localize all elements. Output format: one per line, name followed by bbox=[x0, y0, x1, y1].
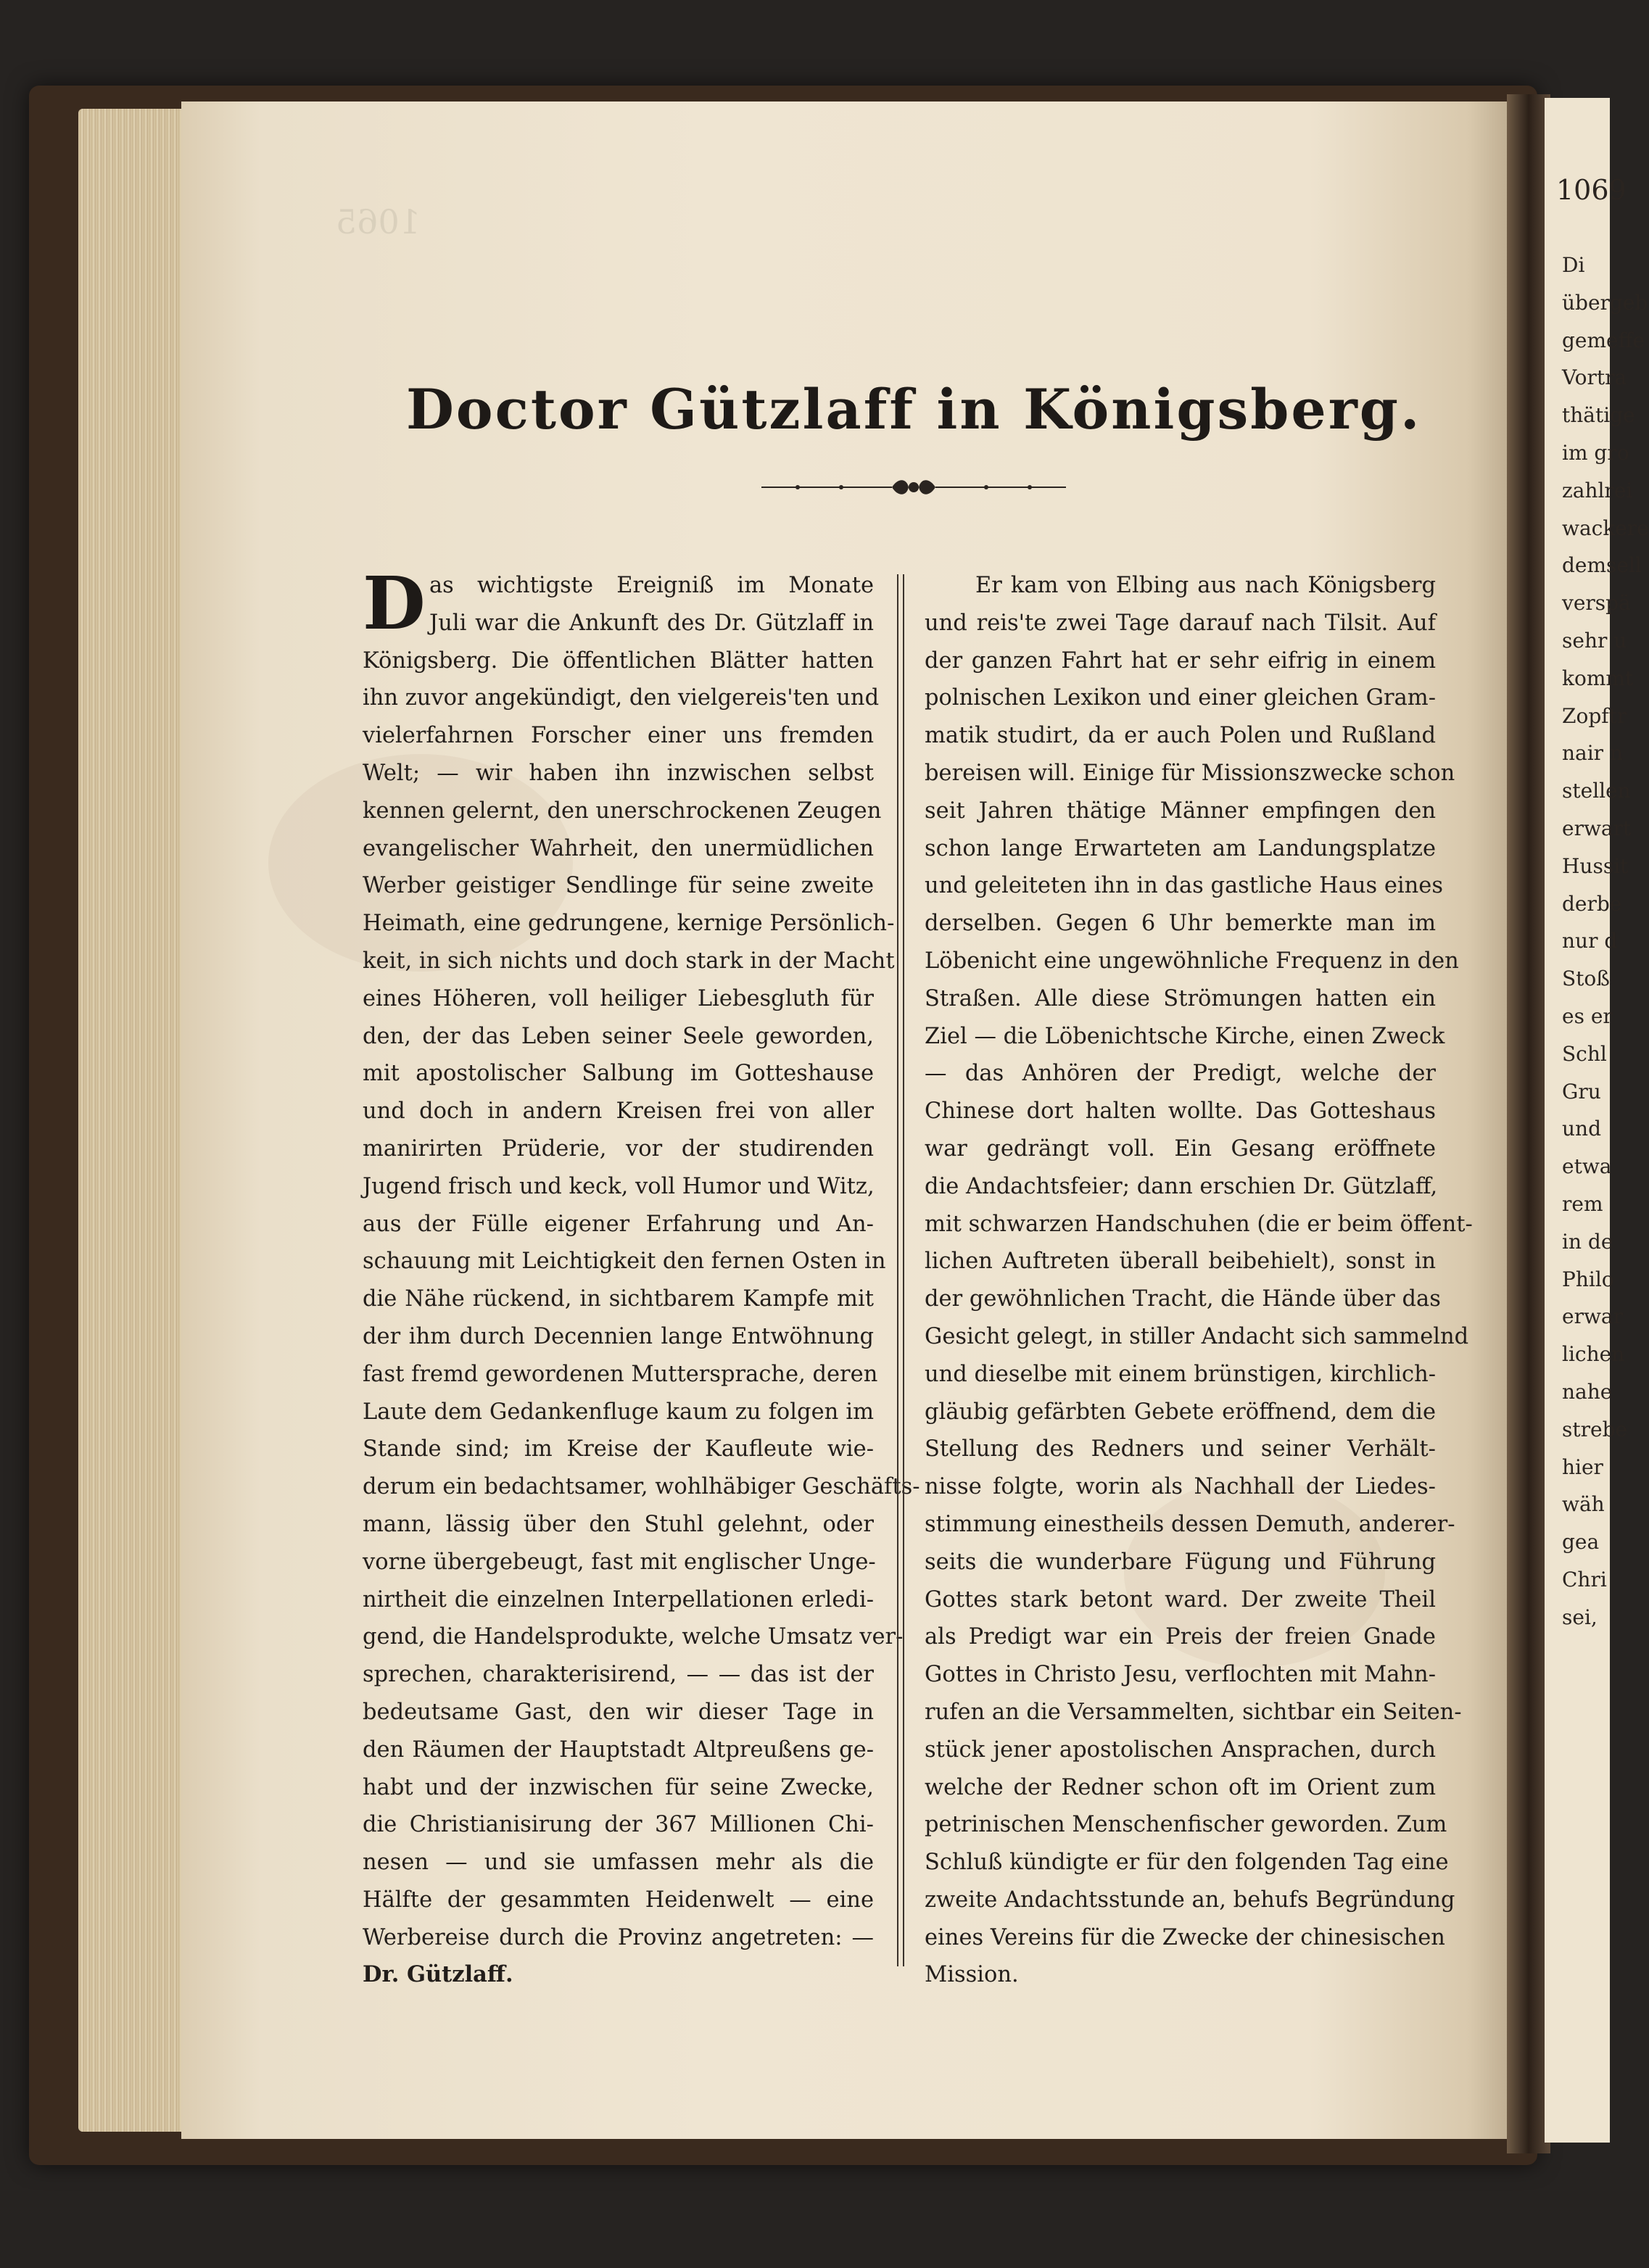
text-line: bedeutsame Gast, den wir dieser Tage in bbox=[363, 1699, 874, 1725]
text-line: evangelischer Wahrheit, den unermüdlichen bbox=[363, 835, 874, 861]
text-line: polnischen Lexikon und einer gleichen Gram- bbox=[925, 685, 1436, 711]
text-line-fragment: wäh bbox=[1562, 1492, 1605, 1517]
text-line: als Predigt war ein Preis der freien Gnade bbox=[925, 1624, 1436, 1650]
text-line-fragment: rem bbox=[1562, 1191, 1603, 1216]
drop-cap: D bbox=[363, 560, 426, 646]
text-line: kennen gelernt, den unerschrockenen Zeugen bbox=[363, 798, 882, 824]
text-line-fragment: wackere bbox=[1562, 516, 1649, 540]
text-line: die Christianisirung der 367 Millionen Chi- bbox=[363, 1812, 874, 1838]
text-line: aus der Fülle eigener Erfahrung und An- bbox=[363, 1211, 874, 1237]
right-page-line-starts bbox=[1562, 247, 1649, 1636]
text-line-fragment: thätige bbox=[1562, 403, 1635, 428]
article-title: Doctor Gützlaff in Königsberg. bbox=[406, 377, 1422, 442]
text-line: Juli war die Ankunft des Dr. Gützlaff in bbox=[429, 610, 874, 636]
text-line-fragment: lichen bbox=[1562, 1342, 1625, 1367]
text-line-fragment: hier bbox=[1562, 1454, 1603, 1479]
text-line-fragment: derbe bbox=[1562, 891, 1622, 916]
text-line: nirtheit die einzelnen Interpellationen erledi- bbox=[363, 1586, 874, 1613]
text-line-fragment: etwa bbox=[1562, 1154, 1612, 1179]
text-line: Werbereise durch die Provinz angetreten: — bbox=[363, 1924, 874, 1950]
text-line: schon lange Erwarteten am Landungsplatze bbox=[925, 835, 1436, 861]
text-line: war gedrängt voll. Ein Gesang eröffnete bbox=[925, 1135, 1436, 1162]
right-page-fragment bbox=[1545, 98, 1649, 2143]
text-line: seits die wunderbare Fügung und Führung bbox=[925, 1549, 1436, 1575]
text-line: Jugend frisch und keck, voll Humor und Witz, bbox=[363, 1173, 875, 1199]
text-line: nisse folgte, worin als Nachhall der Liedes- bbox=[925, 1474, 1436, 1500]
text-line: der ganzen Fahrt hat er sehr eifrig in einem bbox=[925, 647, 1436, 674]
text-line: fast fremd gewordenen Muttersprache, deren bbox=[363, 1361, 878, 1387]
text-line: rufen an die Versammelten, sichtbar ein Seiten- bbox=[925, 1699, 1462, 1725]
text-line-fragment: Zopftr bbox=[1562, 703, 1627, 728]
text-line: der ihm durch Decennien lange Entwöhnung bbox=[363, 1323, 874, 1349]
text-line: matik studirt, da er auch Polen und Rußland bbox=[925, 723, 1436, 749]
text-line-fragment: Stoß bbox=[1562, 967, 1610, 991]
text-line-fragment: sei, bbox=[1562, 1605, 1598, 1629]
text-line: mit schwarzen Handschuhen (die er beim öffent- bbox=[925, 1211, 1473, 1237]
text-line: den Räumen der Hauptstadt Altpreußens ge- bbox=[363, 1737, 874, 1763]
text-line: Er kam von Elbing aus nach Königsberg bbox=[975, 573, 1436, 598]
text-line-fragment: erwar bbox=[1562, 1304, 1623, 1329]
text-line-fragment: strebe bbox=[1562, 1417, 1628, 1441]
text-line-fragment: Gru bbox=[1562, 1079, 1601, 1104]
text-line-fragment: Hussit bbox=[1562, 853, 1629, 878]
text-line: der gewöhnlichen Tracht, die Hände über das bbox=[925, 1286, 1441, 1312]
text-line: habt und der inzwischen für seine Zwecke, bbox=[363, 1774, 874, 1800]
text-line: derum ein bedachtsamer, wohlhäbiger Geschäfts- bbox=[363, 1474, 920, 1500]
text-line: eines Höheren, voll heiliger Liebesgluth für bbox=[363, 985, 874, 1011]
text-line-fragment: übergeb bbox=[1562, 290, 1648, 315]
text-line: Hälfte der gesammten Heidenwelt — eine bbox=[363, 1887, 874, 1913]
text-line: nesen — und sie umfassen mehr als die bbox=[363, 1850, 874, 1876]
signature-line: Dr. Gützlaff. bbox=[363, 1961, 513, 1988]
text-line-fragment: Vortra bbox=[1562, 365, 1627, 390]
text-line: und doch in andern Kreisen frei von aller bbox=[363, 1098, 874, 1125]
text-line-fragment: nahe bbox=[1562, 1379, 1613, 1404]
text-line: Chinese dort halten wollte. Das Gotteshaus bbox=[925, 1098, 1436, 1125]
text-line-fragment: im gro bbox=[1562, 440, 1629, 465]
text-line: ihn zuvor angekündigt, den vielgereis'ten und bbox=[363, 685, 880, 711]
page-edges bbox=[78, 109, 187, 2132]
text-line: bereisen will. Einige für Missionszwecke schon bbox=[925, 760, 1455, 786]
article-column-right bbox=[925, 567, 1473, 1994]
text-line: seit Jahren thätige Männer empfingen den bbox=[925, 798, 1436, 824]
text-line-fragment: Di bbox=[1562, 253, 1585, 277]
text-line: vielerfahrnen Forscher einer uns fremden bbox=[363, 723, 874, 749]
text-line-fragment: Chri bbox=[1562, 1567, 1607, 1592]
text-line-fragment: demsell bbox=[1562, 553, 1642, 578]
text-line: Stellung des Redners und seiner Verhält- bbox=[925, 1436, 1436, 1462]
column-rule bbox=[897, 574, 904, 1966]
text-line-fragment: und bbox=[1562, 1117, 1601, 1141]
text-line: den, der das Leben seiner Seele geworden, bbox=[363, 1023, 874, 1049]
text-line: Welt; — wir haben ihn inzwischen selbst bbox=[363, 760, 874, 786]
text-line-fragment: es er bbox=[1562, 1003, 1613, 1028]
text-line-fragment: gea bbox=[1562, 1530, 1600, 1555]
text-line-fragment: erwart bbox=[1562, 816, 1632, 840]
text-line-fragment: nair n bbox=[1562, 741, 1623, 766]
text-line: die Andachtsfeier; dann erschien Dr. Gützlaff, bbox=[925, 1173, 1438, 1199]
text-line: Werber geistiger Sendlinge für seine zweite bbox=[363, 873, 874, 899]
text-line: Heimath, eine gedrungene, kernige Persönlich- bbox=[363, 911, 895, 937]
text-line: vorne übergebeugt, fast mit englischer Unge- bbox=[363, 1549, 876, 1575]
text-line-fragment: zahlrei bbox=[1562, 478, 1633, 502]
text-line: keit, in sich nichts und doch stark in der Macht bbox=[363, 948, 895, 974]
text-line: stimmung einestheils dessen Demuth, anderer- bbox=[925, 1511, 1455, 1537]
text-line-fragment: gemeffe bbox=[1562, 328, 1645, 352]
text-line: und reis'te zwei Tage darauf nach Tilsit. Auf bbox=[925, 610, 1436, 636]
page-number: 1069 bbox=[1556, 174, 1627, 206]
ornament-divider bbox=[754, 475, 1073, 500]
text-line: und dieselbe mit einem brünstigen, kirchlich- bbox=[925, 1361, 1437, 1387]
text-line: Löbenicht eine ungewöhnliche Frequenz in den bbox=[925, 948, 1459, 974]
text-line-fragment: stellen bbox=[1562, 779, 1631, 803]
text-line-fragment: verspä bbox=[1562, 591, 1631, 616]
text-line: petrinischen Menschenfischer geworden. Zum bbox=[925, 1812, 1447, 1838]
text-line: welche der Redner schon oft im Orient zum bbox=[925, 1774, 1436, 1800]
text-line: Laute dem Gedankenfluge kaum zu folgen im bbox=[363, 1399, 874, 1425]
text-line: mann, lässig über den Stuhl gelehnt, oder bbox=[363, 1511, 874, 1537]
text-line: Gottes in Christo Jesu, verflochten mit Mahn- bbox=[925, 1662, 1436, 1688]
book-gutter bbox=[1507, 94, 1550, 2153]
text-line: as wichtigste Ereigniß im Monate bbox=[429, 573, 874, 598]
text-line: gend, die Handelsprodukte, welche Umsatz ver- bbox=[363, 1624, 904, 1650]
text-line: lichen Auftreten überall beibehielt), sonst in bbox=[925, 1249, 1436, 1275]
bleed-through-page-number: 1065 bbox=[335, 202, 421, 241]
text-line-fragment: in de bbox=[1562, 1229, 1613, 1254]
text-line: stück jener apostolischen Ansprachen, durch bbox=[925, 1737, 1436, 1763]
text-line: die Nähe rückend, in sichtbarem Kampfe mit bbox=[363, 1286, 874, 1312]
text-line: Ziel — die Löbenichtsche Kirche, einen Zweck bbox=[925, 1023, 1445, 1049]
text-line: Stande sind; im Kreise der Kaufleute wie- bbox=[363, 1436, 874, 1462]
text-line: Königsberg. Die öffentlichen Blätter hatten bbox=[363, 647, 874, 674]
text-line: Mission. bbox=[925, 1962, 1019, 1988]
text-line: gläubig gefärbten Gebete eröffnend, dem die bbox=[925, 1399, 1436, 1425]
text-line: Gottes stark betont ward. Der zweite Theil bbox=[925, 1586, 1436, 1613]
text-line-fragment: nur d bbox=[1562, 929, 1618, 953]
text-line: sprechen, charakterisirend, — — das ist der bbox=[363, 1662, 874, 1688]
text-line: Straßen. Alle diese Strömungen hatten ein bbox=[925, 985, 1436, 1011]
text-line: derselben. Gegen 6 Uhr bemerkte man im bbox=[925, 911, 1436, 937]
text-line-fragment: Schl bbox=[1562, 1041, 1607, 1066]
text-line: eines Vereins für die Zwecke der chinesischen bbox=[925, 1924, 1445, 1950]
text-line: und geleiteten ihn in das gastliche Haus eines bbox=[925, 873, 1443, 899]
text-line: Gesicht gelegt, in stiller Andacht sich sammelnd bbox=[925, 1323, 1469, 1349]
text-line: Schluß kündigte er für den folgenden Tag eine bbox=[925, 1850, 1449, 1876]
text-line-fragment: kommt bbox=[1562, 666, 1634, 690]
text-line: — das Anhören der Predigt, welche der bbox=[925, 1061, 1436, 1087]
article-column-left bbox=[363, 560, 920, 1994]
text-line: manirirten Prüderie, vor der studirenden bbox=[363, 1135, 874, 1162]
text-line: schauung mit Leichtigkeit den fernen Osten in bbox=[363, 1249, 886, 1275]
text-line: mit apostolischer Salbung im Gotteshause bbox=[363, 1061, 874, 1087]
text-line: zweite Andachtsstunde an, behufs Begründung bbox=[925, 1887, 1455, 1913]
text-line-fragment: sehr u bbox=[1562, 628, 1627, 653]
text-line-fragment: Philo bbox=[1562, 1267, 1614, 1291]
